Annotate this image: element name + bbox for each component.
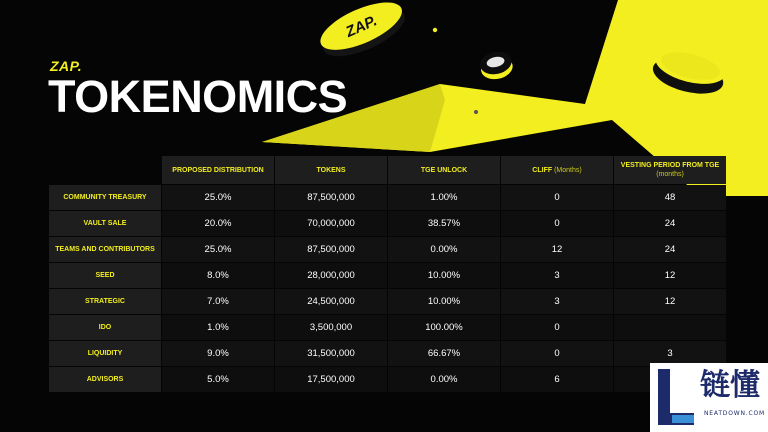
cell-tokens: 28,000,000	[275, 263, 387, 288]
cell-cliff: 0	[501, 341, 613, 366]
cell-cliff: 0	[501, 315, 613, 340]
cell-tge-unlock: 10.00%	[388, 289, 500, 314]
row-category-label: IDO	[49, 315, 161, 340]
column-header-tokens	[275, 156, 387, 184]
cell-tokens: 17,500,000	[275, 367, 387, 392]
cell-tge-unlock: 0.00%	[388, 367, 500, 392]
zap-coin-middle	[478, 49, 515, 82]
cell-distribution: 7.0%	[162, 289, 274, 314]
row-category-label: TEAMS AND CONTRIBUTORS	[49, 237, 161, 262]
column-header-unit: (months)	[656, 171, 684, 178]
cell-tge-unlock: 66.67%	[388, 341, 500, 366]
cell-vesting: 24	[614, 237, 726, 262]
cell-tge-unlock: 10.00%	[388, 263, 500, 288]
row-category-label: VAULT SALE	[49, 211, 161, 236]
cell-vesting: 48	[614, 185, 726, 210]
page-title: TOKENOMICS	[48, 71, 348, 122]
coin-logo-text: ZAP.	[343, 12, 380, 41]
cell-cliff: 3	[501, 289, 613, 314]
cell-vesting	[614, 315, 726, 340]
row-category-label: ADVISORS	[49, 367, 161, 392]
column-header-distribution	[162, 156, 274, 184]
cell-vesting: 3	[614, 341, 726, 366]
cell-cliff: 3	[501, 263, 613, 288]
table-row	[49, 315, 726, 340]
row-category-label: SEED	[49, 263, 161, 288]
tokenomics-table	[48, 155, 727, 393]
watermark-chinese-text: 链懂	[700, 368, 760, 403]
cell-tokens: 31,500,000	[275, 341, 387, 366]
cell-cliff: 0	[501, 211, 613, 236]
column-header-cliff	[501, 156, 613, 184]
table-row	[49, 185, 726, 210]
cell-distribution: 25.0%	[162, 237, 274, 262]
table-row	[49, 367, 726, 392]
cell-vesting: 12	[614, 263, 726, 288]
table-row	[49, 211, 726, 236]
cell-cliff: 0	[501, 185, 613, 210]
row-category-label: COMMUNITY TREASURY	[49, 185, 161, 210]
cell-vesting: 24	[614, 211, 726, 236]
column-header-label: VESTING PERIOD FROM TGE	[620, 162, 720, 169]
watermark-url-text: NEATDOWN.COM	[704, 410, 765, 417]
column-header-vesting	[614, 156, 726, 184]
cell-vesting: 12	[614, 289, 726, 314]
watermark-l-logo-icon	[656, 367, 696, 427]
table-corner-cell	[49, 156, 161, 184]
table-row	[49, 263, 726, 288]
cell-tge-unlock: 38.57%	[388, 211, 500, 236]
column-header-label: PROPOSED DISTRIBUTION	[172, 166, 264, 174]
column-header-tge-unlock	[388, 156, 500, 184]
sparkle-dot-icon	[474, 110, 478, 114]
zap-brand-logo: ZAP.	[50, 58, 83, 74]
table-row	[49, 341, 726, 366]
table-header-row	[49, 156, 726, 184]
cell-cliff: 12	[501, 237, 613, 262]
column-header-unit: (Months)	[554, 166, 582, 174]
cell-distribution: 5.0%	[162, 367, 274, 392]
cell-tokens: 3,500,000	[275, 315, 387, 340]
cell-tge-unlock: 0.00%	[388, 237, 500, 262]
row-category-label: LIQUIDITY	[49, 341, 161, 366]
cell-tge-unlock: 1.00%	[388, 185, 500, 210]
cell-tokens: 70,000,000	[275, 211, 387, 236]
cell-distribution: 1.0%	[162, 315, 274, 340]
column-header-label: TOKENS	[316, 166, 346, 174]
table-row	[49, 237, 726, 262]
cell-tokens: 24,500,000	[275, 289, 387, 314]
cell-distribution: 20.0%	[162, 211, 274, 236]
cell-distribution: 9.0%	[162, 341, 274, 366]
column-header-label: CLIFF	[532, 166, 553, 174]
cell-tge-unlock: 100.00%	[388, 315, 500, 340]
table-row	[49, 289, 726, 314]
zap-coin-top	[314, 0, 411, 66]
cell-distribution: 25.0%	[162, 185, 274, 210]
cell-tokens: 87,500,000	[275, 237, 387, 262]
sparkle-dot-icon	[433, 28, 437, 32]
column-header-label: TGE UNLOCK	[420, 166, 468, 174]
cell-tokens: 87,500,000	[275, 185, 387, 210]
cell-distribution: 8.0%	[162, 263, 274, 288]
neatdown-watermark	[650, 363, 768, 432]
row-category-label: STRATEGIC	[49, 289, 161, 314]
cell-cliff: 6	[501, 367, 613, 392]
